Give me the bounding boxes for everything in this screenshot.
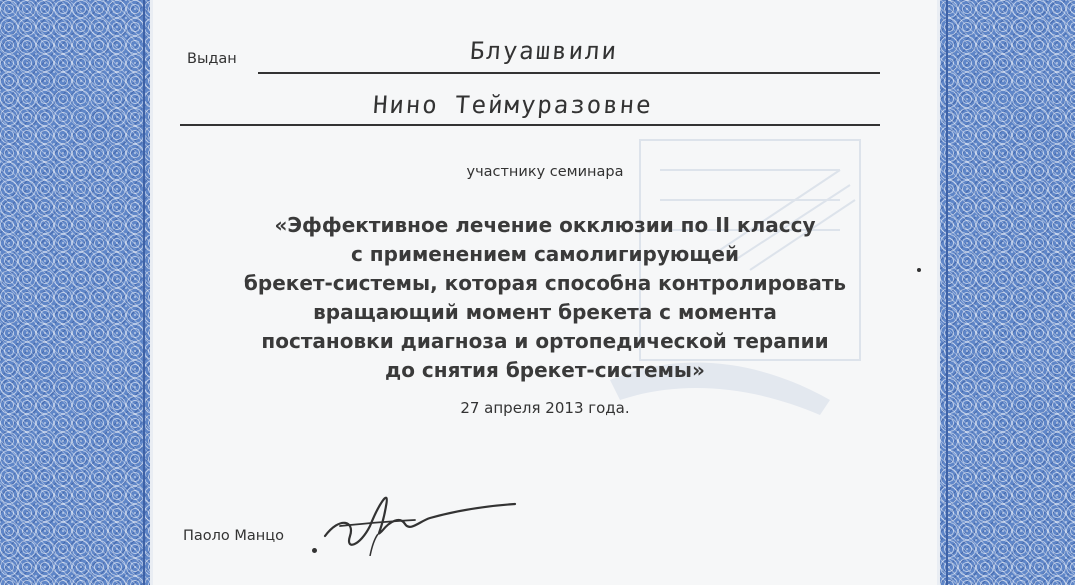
seminar-date: 27 апреля 2013 года. xyxy=(460,399,630,417)
name-line-1 xyxy=(258,72,880,74)
paper-speck xyxy=(917,268,921,272)
signatory-name: Паоло Манцо xyxy=(183,528,285,544)
seminar-title-line: брекет-системы, которая способна контролировать xyxy=(243,271,847,295)
seminar-title-line: постановки диагноза и ортопедической терапии xyxy=(261,329,829,353)
right-decorative-border xyxy=(940,0,1075,585)
paper-speck xyxy=(312,548,317,553)
left-decorative-border xyxy=(0,0,150,585)
seminar-title-line: «Эффективное лечение окклюзии по II классу xyxy=(274,213,816,237)
participant-text: участнику семинара xyxy=(466,164,624,180)
issued-label: Выдан xyxy=(187,51,237,67)
recipient-surname: Блуашвили xyxy=(469,37,620,65)
seminar-title-line: вращающий момент брекета с момента xyxy=(313,300,777,324)
signature xyxy=(320,476,520,556)
right-border-rule xyxy=(946,0,948,585)
left-border-rule xyxy=(143,0,145,585)
seminar-title-line: до снятия брекет-системы» xyxy=(385,358,705,382)
seminar-title-line: с применением самолигирующей xyxy=(350,242,740,266)
recipient-given-names: Нино Теймуразовне xyxy=(372,91,654,119)
seminar-title xyxy=(153,211,937,385)
name-line-2 xyxy=(180,124,880,126)
